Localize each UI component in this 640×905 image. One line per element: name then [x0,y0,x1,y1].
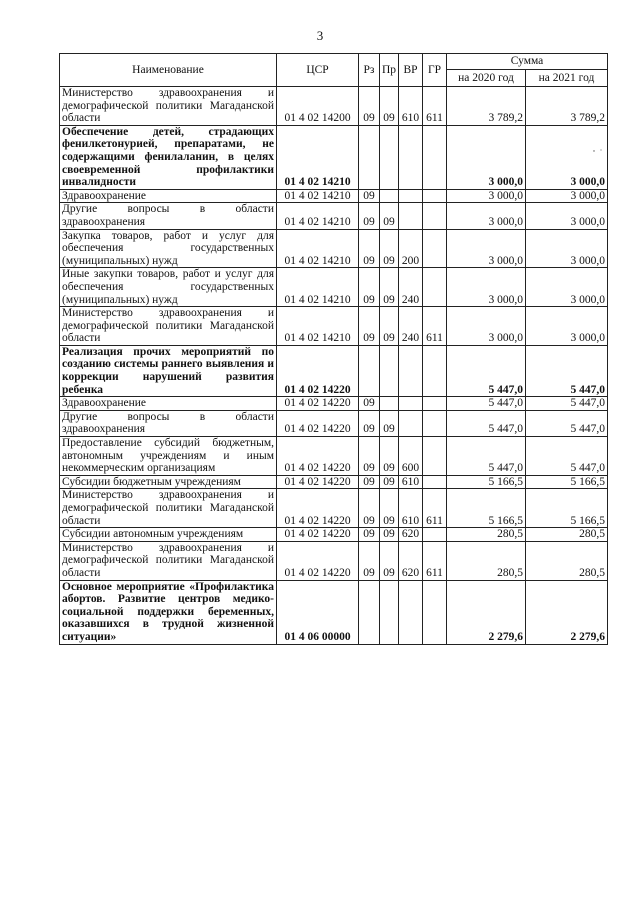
row-csr: 01 4 02 14220 [277,528,359,542]
row-name: Обеспечение детей, страдающих фенилкетонурией, препаратами, не содержащими фенилаланин, в целях своевременной профилактики инвалидности [60,125,277,189]
row-sum-2021: 3 000,0 [526,229,608,268]
row-sum-2021: 5 166,5 [526,489,608,528]
header-vr: ВР [399,54,423,87]
row-vr [399,125,423,189]
row-vr [399,580,423,644]
row-sum-2020: 5 447,0 [447,410,526,436]
row-vr: 610 [399,87,423,126]
row-name: Иные закупки товаров, работ и услуг для обеспечения государственных (муниципальных) нужд [60,268,277,307]
row-pr [380,189,399,203]
row-sum-2021: 5 447,0 [526,410,608,436]
row-pr: 09 [380,229,399,268]
row-gr: 611 [423,541,447,580]
row-rz [359,580,380,644]
row-sum-2020: 5 447,0 [447,345,526,396]
row-name: Другие вопросы в области здравоохранения [60,203,277,229]
row-sum-2021: 3 000,0 [526,268,608,307]
header-csr: ЦСР [277,54,359,87]
row-sum-2020: 3 000,0 [447,125,526,189]
row-sum-2021: 3 000,0 [526,189,608,203]
row-pr: 09 [380,87,399,126]
row-sum-2021: 3 000,0 [526,203,608,229]
row-csr: 01 4 02 14220 [277,489,359,528]
row-rz [359,345,380,396]
row-vr: 240 [399,307,423,346]
row-sum-2021: 5 447,0 [526,345,608,396]
table-row [60,475,608,489]
header-year-2020: на 2020 год [447,70,526,87]
row-vr [399,345,423,396]
row-vr [399,203,423,229]
row-vr: 240 [399,268,423,307]
table-row [60,125,608,189]
row-sum-2020: 5 166,5 [447,489,526,528]
table-row [60,437,608,476]
row-csr: 01 4 02 14210 [277,189,359,203]
row-sum-2021: 3 789,2 [526,87,608,126]
table-row [60,203,608,229]
row-pr: 09 [380,203,399,229]
row-gr: 611 [423,87,447,126]
row-name: Министерство здравоохранения и демографической политики Магаданской области [60,307,277,346]
row-pr: 09 [380,475,399,489]
row-name: Закупка товаров, работ и услуг для обеспечения государственных (муниципальных) нужд [60,229,277,268]
row-csr: 01 4 02 14220 [277,437,359,476]
row-name: Здравоохранение [60,397,277,411]
row-pr: 09 [380,489,399,528]
row-gr [423,189,447,203]
row-name: Субсидии бюджетным учреждениям [60,475,277,489]
row-rz: 09 [359,189,380,203]
row-csr: 01 4 02 14210 [277,268,359,307]
row-vr: 610 [399,489,423,528]
row-csr: 01 4 02 14220 [277,475,359,489]
row-gr [423,229,447,268]
row-gr [423,475,447,489]
row-gr [423,397,447,411]
row-sum-2021: 2 279,6 [526,580,608,644]
row-pr: 09 [380,410,399,436]
row-vr: 600 [399,437,423,476]
row-sum-2020: 5 447,0 [447,397,526,411]
row-pr: 09 [380,528,399,542]
row-sum-2020: 3 000,0 [447,203,526,229]
table-row [60,307,608,346]
row-csr: 01 4 02 14210 [277,229,359,268]
row-rz: 09 [359,203,380,229]
row-csr: 01 4 02 14220 [277,541,359,580]
row-pr: 09 [380,437,399,476]
row-rz: 09 [359,437,380,476]
row-sum-2021: 280,5 [526,541,608,580]
row-rz [359,125,380,189]
row-pr [380,125,399,189]
row-name: Предоставление субсидий бюджетным, автономным учреждениям и иным некоммерческим организациям [60,437,277,476]
row-rz: 09 [359,475,380,489]
row-csr: 01 4 02 14210 [277,203,359,229]
row-sum-2021: 3 000,0 [526,307,608,346]
row-sum-2020: 3 000,0 [447,268,526,307]
row-gr [423,437,447,476]
row-name: Министерство здравоохранения и демографической политики Магаданской области [60,87,277,126]
row-gr [423,345,447,396]
table-row [60,189,608,203]
row-sum-2021: 5 447,0 [526,397,608,411]
row-csr: 01 4 02 14210 [277,125,359,189]
row-sum-2020: 3 000,0 [447,307,526,346]
row-gr: 611 [423,307,447,346]
row-vr [399,397,423,411]
row-name: Другие вопросы в области здравоохранения [60,410,277,436]
row-pr: 09 [380,541,399,580]
header-year-2021: на 2021 год [526,70,608,87]
row-gr [423,580,447,644]
table-row [60,87,608,126]
row-sum-2020: 3 789,2 [447,87,526,126]
row-vr: 200 [399,229,423,268]
row-rz: 09 [359,528,380,542]
row-sum-2020: 5 166,5 [447,475,526,489]
row-pr [380,397,399,411]
row-csr: 01 4 02 14200 [277,87,359,126]
row-sum-2020: 280,5 [447,528,526,542]
header-rz: Рз [359,54,380,87]
header-gr: ГР [423,54,447,87]
row-name: Субсидии автономным учреждениям [60,528,277,542]
row-rz: 09 [359,307,380,346]
table-row [60,541,608,580]
row-pr: 09 [380,307,399,346]
table-body [60,87,608,645]
table-row [60,489,608,528]
row-pr [380,580,399,644]
row-pr [380,345,399,396]
row-sum-2021: 5 166,5 [526,475,608,489]
row-rz: 09 [359,229,380,268]
row-name: Здравоохранение [60,189,277,203]
row-rz: 09 [359,87,380,126]
table-row [60,268,608,307]
row-gr [423,410,447,436]
row-vr [399,189,423,203]
row-gr [423,268,447,307]
row-vr: 620 [399,528,423,542]
row-sum-2020: 280,5 [447,541,526,580]
table-row [60,410,608,436]
header-name: Наименование [60,54,277,87]
row-sum-2021: 3 000,0 [526,125,608,189]
header-sum: Сумма [447,54,608,70]
row-rz: 09 [359,410,380,436]
row-sum-2020: 2 279,6 [447,580,526,644]
row-sum-2020: 3 000,0 [447,229,526,268]
row-vr: 610 [399,475,423,489]
row-gr [423,528,447,542]
row-vr [399,410,423,436]
table-row [60,528,608,542]
budget-table [59,53,608,645]
row-name: Реализация прочих мероприятий по созданию системы раннего выявления и коррекции нарушений развития ребенка [60,345,277,396]
row-rz: 09 [359,489,380,528]
table-row [60,345,608,396]
table-row [60,229,608,268]
row-sum-2020: 3 000,0 [447,189,526,203]
row-gr [423,203,447,229]
page-number: 3 [316,28,324,43]
table-row [60,580,608,644]
row-vr: 620 [399,541,423,580]
row-pr: 09 [380,268,399,307]
row-name: Министерство здравоохранения и демографической политики Магаданской области [60,489,277,528]
row-rz: 09 [359,541,380,580]
row-csr: 01 4 06 00000 [277,580,359,644]
row-csr: 01 4 02 14210 [277,307,359,346]
row-gr [423,125,447,189]
row-name: Основное мероприятие «Профилактика абортов. Развитие центров медико-социальной поддержки беременных, оказавшихся в трудной жизненной ситуации» [60,580,277,644]
row-sum-2021: 280,5 [526,528,608,542]
row-rz: 09 [359,397,380,411]
row-csr: 01 4 02 14220 [277,345,359,396]
row-csr: 01 4 02 14220 [277,397,359,411]
header-pr: Пр [380,54,399,87]
table-row [60,397,608,411]
row-name: Министерство здравоохранения и демографической политики Магаданской области [60,541,277,580]
row-sum-2021: 5 447,0 [526,437,608,476]
row-gr: 611 [423,489,447,528]
row-sum-2020: 5 447,0 [447,437,526,476]
row-rz: 09 [359,268,380,307]
row-csr: 01 4 02 14220 [277,410,359,436]
scan-speck [592,148,604,153]
